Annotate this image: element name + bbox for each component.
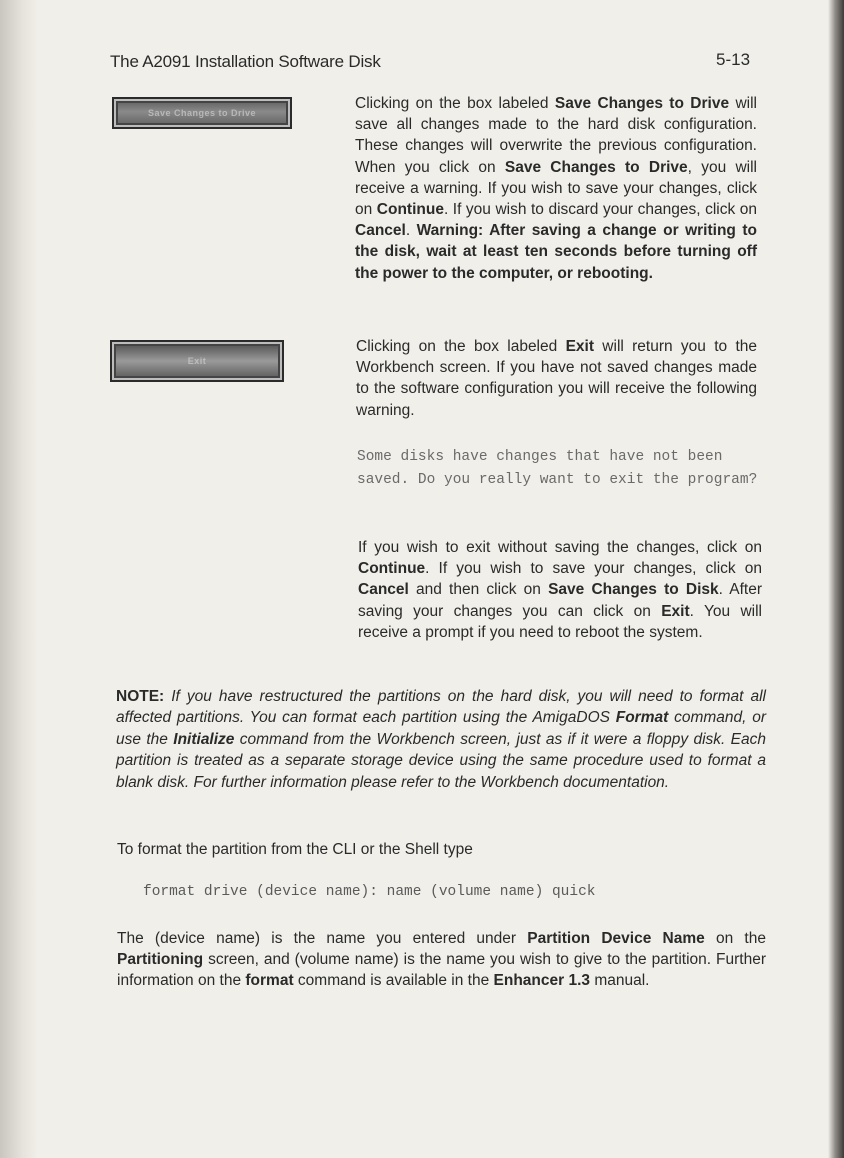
- exit-options-paragraph: [358, 537, 762, 643]
- text-run: command from the Workbench screen, just as if it were a floppy disk. Each partition is treated as a separate storage device using the same procedure used to format a blank disk. For further information please refer to the Workbench documentation.: [116, 730, 767, 791]
- bold-term: Cancel: [355, 222, 406, 240]
- cli-intro: To format the partition from the CLI or the Shell type: [117, 841, 473, 858]
- exit-paragraph: [356, 336, 757, 421]
- text-run: screen, and (volume name) is the name you wish to give to the partition. Further information on the: [117, 951, 766, 990]
- text-run: will save all changes made to the hard disk configuration. These changes will overwrite the previous configuration. When you click on: [355, 95, 757, 176]
- text-run: The (device name) is the name you entered under: [117, 930, 528, 947]
- text-run: Clicking on the box labeled: [355, 95, 555, 112]
- text-run: . After saving your changes you can click on: [358, 581, 762, 620]
- save-changes-button-label: Save Changes to Drive: [147, 108, 257, 118]
- page-edge-left: [0, 0, 38, 1158]
- exit-button-image: [110, 340, 284, 382]
- warning-text: Warning: After saving a change or writing to the disk, wait at least ten seconds before turning off the power to the computer, or rebooting.: [355, 222, 757, 282]
- text-run: Clicking on the box labeled: [356, 338, 566, 355]
- bold-term: Exit: [661, 602, 690, 620]
- exit-button-label: Exit: [187, 356, 207, 366]
- text-run: will return you to the Workbench screen. If you have not saved changes made to the software configuration you will receive the following warning.: [356, 338, 757, 419]
- save-changes-paragraph: [355, 93, 757, 284]
- bold-term: Save Changes to Disk: [548, 581, 719, 599]
- text-run: . If you wish to save your changes, click on: [425, 560, 762, 578]
- warning-message: Some disks have changes that have not been saved. Do you really want to exit the program?: [357, 449, 758, 488]
- bold-term: Continue: [358, 560, 426, 578]
- text-run: If you have restructured the partitions on the hard disk, you will need to format all affected partitions. You can format each partition using the AmigaDOS: [116, 688, 766, 727]
- note-label: NOTE:: [116, 688, 165, 705]
- text-run: , you will receive a warning. If you wish to save your changes, click on: [355, 158, 757, 219]
- bold-term: Exit: [565, 338, 594, 355]
- bold-term: Enhancer 1.3: [493, 972, 591, 990]
- bold-term: Partition Device Name: [527, 930, 705, 947]
- page-number: 5-13: [716, 50, 751, 69]
- device-name-paragraph: [117, 928, 766, 992]
- page-binding-shadow: [828, 0, 844, 1158]
- bold-term: format: [245, 972, 294, 990]
- bold-term: Save Changes to Drive: [504, 158, 688, 176]
- note-paragraph: [116, 686, 766, 793]
- format-command: format drive (device name): name (volume name) quick: [143, 884, 596, 900]
- text-run: . If you wish to discard your changes, click on: [443, 201, 757, 219]
- bold-term: Cancel: [358, 581, 409, 599]
- bold-term: Format: [615, 709, 669, 727]
- bold-term: Initialize: [173, 730, 235, 748]
- bold-term: Save Changes to Drive: [554, 95, 730, 112]
- text-run: manual.: [590, 972, 650, 990]
- save-changes-button-image: [112, 97, 292, 129]
- text-run: . You will receive a prompt if you need to reboot the system.: [358, 602, 762, 641]
- text-run: command, or use the: [116, 709, 766, 748]
- text-run: If you wish to exit without saving the changes, click on: [358, 539, 762, 556]
- running-header-title: The A2091 Installation Software Disk: [110, 52, 381, 71]
- text-run: .: [405, 222, 417, 240]
- text-run: and then click on: [408, 581, 549, 599]
- text-run: on the: [704, 930, 766, 947]
- bold-term: Partitioning: [117, 951, 204, 969]
- bold-term: Continue: [376, 201, 444, 219]
- text-run: command is available in the: [293, 972, 494, 990]
